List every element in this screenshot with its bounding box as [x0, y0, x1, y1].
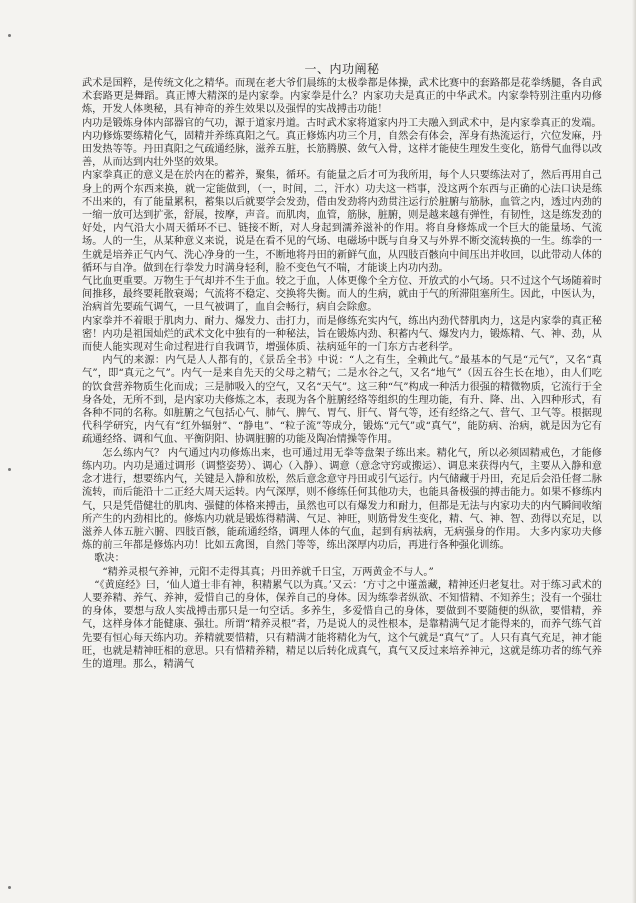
binder-hole	[8, 34, 11, 37]
binder-hole	[8, 468, 11, 471]
document-body	[82, 77, 602, 671]
paragraph: “精养灵根气养神，元阳不走得其真；丹田养就千日宝，万两黄金不与人。”	[102, 566, 434, 578]
paragraph: 怎么练内气？ 内气通过内功修炼出来，也可通过用无拳等盘架子练出来。精化气，所以必须固精戒色，才能修练内功。内功是通过调形（调整姿势）、调心（入静）、调意（意念守窍或搬运）、调息来获得内气，主要从入静和意念才进行，想要练内气，关键是入静和放松，然后意念意守丹田或引气运行。内气储藏于丹田，充足后会沿任督二脉流转，而后能沿十二正经大周天运转。内气深厚，则不修练任何其他功夫，也能具备极强的搏击能力。如果不修练内气，只是凭借健壮的肌肉、强健的体格来搏击，虽然也可以有爆发力和耐力，但都是无法与内家功夫的内气瞬间收缩所产生的内劲相比的。修炼内功就是锻炼得精满、气足、神旺，则筋骨发生变化，精、气、神、智、劲得以充足，以滋养人体五脏六腑、四肢百骸，能疏通经络，调理人体的气血，起到有病祛病，无病强身的作用。 大多内家功夫修炼的前三年都是修炼内功！比如五禽图，自然门等等，练出深厚内功后，再进行各种强化训练。	[82, 447, 602, 552]
paragraph: 歌决：	[94, 553, 125, 565]
paragraph: 内功是锻炼身体内部器官的气功，源于道家丹道。古时武术家将道家内丹工夫融入到武术中，是内家拳真正的发端。	[82, 117, 602, 129]
paragraph: 内家拳并不着眼于肌肉力、耐力、爆发力、击打力，而是修练充实内气，练出内劲代替肌肉力，这是内家拳的真正秘密！内功是祖国灿烂的武术文化中独有的一种秘法，旨在锻炼内劲、积蓄内气、爆发内力，锻炼精、气、神、劲，从而使人能实现对生命过程进行自我调节，增强体质、祛病延年的一门东方古老科学。	[82, 315, 602, 354]
paragraph: 内家拳真正的意义是在於内在的蓄养，聚集，循环。有能量之后才可为我所用，每个人只要练法对了，然后再用自己身上的两个东西来换，就一定能做到，（一，时间，二，汗水）功夫这一档事，没这两个东西与正确的心法口诀是练不出来的，有了能量累积，蓄集以后就要学会发劲，借由发劲将内劲贯注运行於脏腑与筋脉，血管之内，透过内劲的一缩一放可达到扩张，舒展，按摩，声音。而肌肉，血管，筋脉，脏腑，则是越来越有弹性，有韧性，这是练发劲的好处，内气沿大小周天循环不已、链接不断，对人身起到濡养滋补的作用。将自身修炼成一个巨大的能量场、气流场。人的一生，从某种意义来说，说是在看不见的气场、电磁场中既与自身又与外界不断交流转换的一生。练拳的一生就是培养正气内气、洗心净身的一生，不断地将丹田的新鲜气血，从四肢百骸向中间压出并收回，以此带动人体的循环与自净。做到在行拳发力时满身轻利，脸不变色气不喘，才能谈上内功内劲。	[82, 170, 602, 274]
paragraph: 气比血更重要。万物生于气却并不生于血。较之于血，人体更像个全方位、开放式的小气场。只不过这个气场随着时间推移，最终要耗散衰竭；气流将不稳定、交换将失衡。而人的生病，就由于气的所滞阻塞所生。因此，中医认为，治病首先要疏气调气，一旦气被调了，血自会畅行，病自会除愈。	[82, 276, 602, 314]
section-title: 一、内功阐秘	[304, 62, 380, 76]
paragraph: 武术是国粹，是传统文化之精华。而现在老大爷们晨练的太极拳都是体操，武术比赛中的套路都是花拳绣腿，各自武术套路更是舞蹈。真正博大精深的是内家拳。内家拳是什么？内家功夫是真正的中华武术。内家拳特别注重内功修炼，开发人体奥秘，具有神奇的养生效果以及强悍的实战搏击功能！	[82, 78, 602, 116]
scan-shadow	[632, 0, 636, 903]
paragraph: 内功修炼要练精化气，固精并养练真阳之气。真正修炼内功三个月，自然会有体会，浑身有热流运行，穴位发麻，丹田发热等等。丹田真阳之气疏通经脉，滋养五脏，长筋腾膜、敛气入骨，这样才能使生理发生变化，筋骨气血得以改善，从而达到内壮外坚的效果。	[82, 130, 602, 169]
paragraph: 内气的来源：内气是人人都有的，《景岳全书》中说：“人之有生，全赖此气。”最基本的气是“元气”，又名“真气”，即“真元之气”。内气一是来自先天的父母之精气；二是水谷之气，又名“地气”（因五谷生长在地），由人们吃的饮食营养物质生化而成；三是肺吸入的空气，又名“天气”。这三种“气”构成一种活力很强的精微物质，它流行于全身各处，无所不到，是内家功夫修炼之本，表现为各个脏腑经络等组织的生理功能，有升、降、出、入四种形式，有各种不同的名称。如脏腑之气包括心气、肺气、脾气、胃气、肝气、肾气等，还有经络之气、营气、卫气等。根据现代科学研究，内气有“红外辐射”、“静电”、“粒子流”等成分，锻炼“元气”或“真气”，能防病、治病，就是因为它有疏通经络、调和气血、平衡阴阳、协调脏腑的功能及陶冶情操等作用。	[82, 355, 602, 446]
binder-hole	[8, 886, 11, 889]
paragraph: “《黄庭经》曰，‘仙人道士非有神，积精累气以为真。’又云：‘方寸之中谨盖藏，精神还归老复壮。对于练习武术的人要养精、养气、养神，爱惜自己的身体，保养自己的身体。因为练拳者纵欲、不知惜精、不知养生；没有一个强壮的身体，要想与敌人实战搏击那只是一句空话。多养生，多爱惜自己的身体，要做到不要随便的纵欲，要惜精，养气，这样身体才能健康、强壮。所谓“精养灵根”者，乃是说人的灵性根本，是靠精满气足才能得来的，而养气练气首先要有恒心每天练内功。养精就要惜精，只有精满才能将精化为气，这个气就是“真气”了。人只有真气充足，神才能旺，也就是精神旺相的意思。只有惜精养精，精足以后转化成真气，真气又反过来培养神元，这就是练功者的练气养生的道理。那么，精满气	[82, 579, 602, 670]
document-page	[82, 62, 602, 898]
